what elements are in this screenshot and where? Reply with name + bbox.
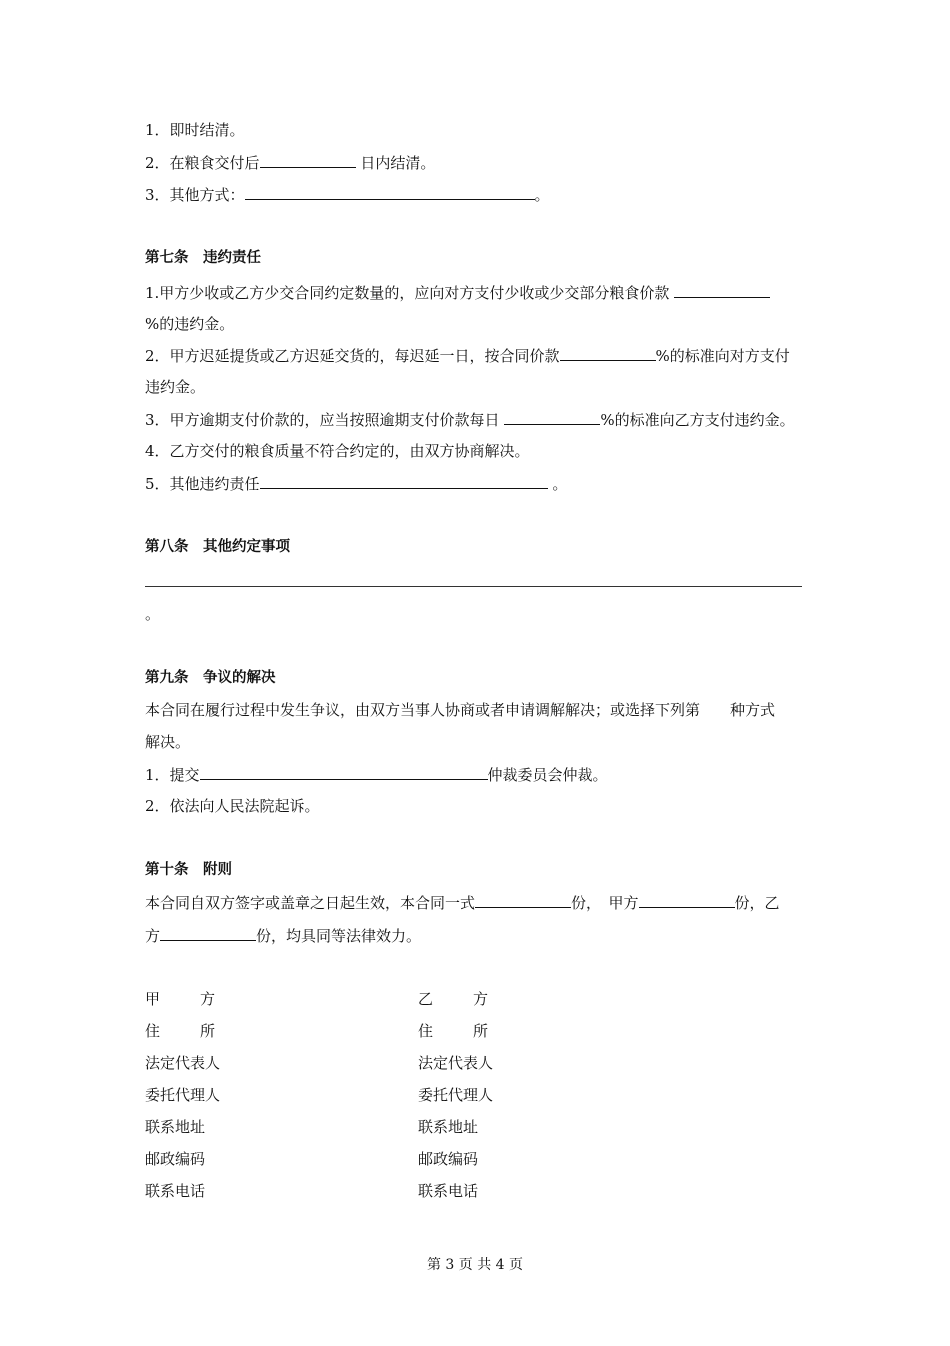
party-b-contact-address-label: 联系地址 xyxy=(418,1118,479,1136)
overdue-rate-blank xyxy=(504,409,600,425)
other-method-blank xyxy=(245,184,535,200)
article-10-para: 本合同自双方签字或盖章之日起生效，本合同一式 份， 甲方 份，乙 xyxy=(145,894,780,912)
copies-party-a-blank xyxy=(639,892,735,908)
settlement-item-1: 1．即时结清。 xyxy=(145,121,245,139)
party-a-contact-address-label: 联系地址 xyxy=(145,1118,206,1136)
party-b-address-label: 住所 xyxy=(418,1022,529,1040)
copies-total-blank xyxy=(475,892,571,908)
article-7-item-1: 1.甲方少收或乙方少交合同约定数量的，应向对方支付少收或少交部分粮食价款 xyxy=(145,282,770,303)
article-8-end: 。 xyxy=(145,605,161,623)
party-b-agent-label: 委托代理人 xyxy=(418,1086,494,1104)
article-9-item-2: 2．依法向人民法院起诉。 xyxy=(145,797,320,815)
party-a-postcode-label: 邮政编码 xyxy=(145,1150,206,1168)
article-9-title: 第九条 争议的解决 xyxy=(145,670,276,686)
party-a-agent-label: 委托代理人 xyxy=(145,1086,221,1104)
settlement-item-3: 3．其他方式： 。 xyxy=(145,186,550,204)
article-7-title: 第七条 违约责任 xyxy=(145,250,261,266)
article-7-item-2: 2．甲方迟延提货或乙方迟延交货的，每迟延一日，按合同价款 %的标准向对方支付 xyxy=(145,347,790,365)
article-10-para-cont: 方 份，均具同等法律效力。 xyxy=(145,927,422,945)
other-liability-blank xyxy=(260,473,548,489)
party-a-phone-label: 联系电话 xyxy=(145,1182,206,1200)
party-b-postcode-label: 邮政编码 xyxy=(418,1150,479,1168)
party-b-legal-rep-label: 法定代表人 xyxy=(418,1054,494,1072)
page-number-footer: 第 3 页 共 4 页 xyxy=(426,1257,524,1273)
days-blank xyxy=(260,152,356,168)
article-9-para: 本合同在履行过程中发生争议，由双方当事人协商或者申请调解解决；或选择下列第 种方式 xyxy=(145,701,776,719)
article-7-item-4: 4．乙方交付的粮食质量不符合约定的，由双方协商解决。 xyxy=(145,442,530,460)
party-b-label: 乙方 xyxy=(418,990,529,1008)
arbitration-commission-blank xyxy=(200,764,488,780)
article-8-blank-line xyxy=(145,586,802,587)
article-7-item-3: 3．甲方逾期支付价款的，应当按照逾期支付价款每日 %的标准向乙方支付违约金。 xyxy=(145,411,795,429)
delay-rate-blank xyxy=(560,345,656,361)
article-10-title: 第十条 附则 xyxy=(145,862,232,878)
shortfall-rate-blank xyxy=(674,282,770,298)
article-7-item-2-cont: 违约金。 xyxy=(145,378,206,396)
party-b-phone-label: 联系电话 xyxy=(418,1182,479,1200)
article-8-title: 第八条 其他约定事项 xyxy=(145,539,290,555)
settlement-item-2: 2．在粮食交付后 日内结清。 xyxy=(145,154,436,172)
party-a-legal-rep-label: 法定代表人 xyxy=(145,1054,221,1072)
copies-party-b-blank xyxy=(160,925,256,941)
article-7-item-1-cont: %的违约金。 xyxy=(145,315,235,333)
article-9-para-cont: 解决。 xyxy=(145,733,191,751)
article-7-item-5: 5．其他违约责任 。 xyxy=(145,475,568,493)
article-9-item-1: 1．提交 仲裁委员会仲裁。 xyxy=(145,766,608,784)
party-a-label: 甲方 xyxy=(145,990,256,1008)
party-a-address-label: 住所 xyxy=(145,1022,256,1040)
